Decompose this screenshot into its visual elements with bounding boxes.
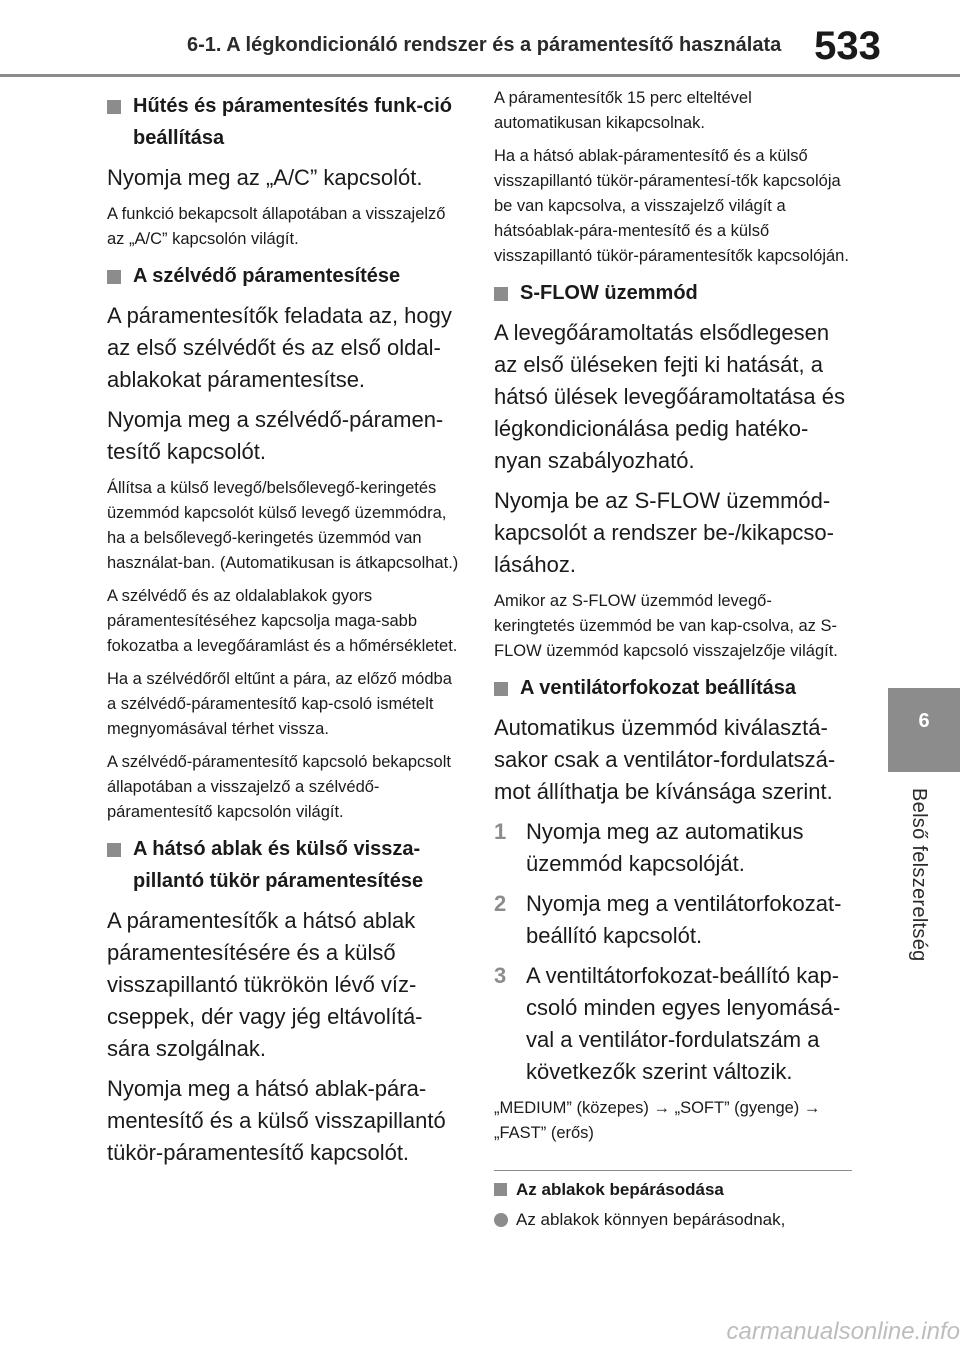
step-item <box>494 888 852 952</box>
body-text: A levegőáramoltatás elsődlegesen az első üléseken fejti ki hatását, a hátsó ülések levegőáramoltatása és légkondicionálása pedig hatéko-nyan szabályozható. <box>494 320 845 473</box>
chapter-tab-number: 6 <box>918 710 930 732</box>
square-bullet-icon <box>107 100 121 114</box>
note-text: A páramentesítők 15 perc elteltével automatikusan kikapcsolnak. <box>494 89 752 132</box>
fan-speed-sequence: „MEDIUM” (közepes) → „SOFT” (gyenge) → „FAST” (erős) <box>494 1099 821 1142</box>
page-number: 533 <box>814 24 881 68</box>
note-text: Ha a hátsó ablak-páramentesítő és a külső visszapillantó tükör-páramentesí-tők kapcsolója be van kapcsolva, a visszajelző világít a hátsóablak-pára-mentesítő és a külső visszapillantó tükör-páramentesítők kapcsolóján. <box>494 147 849 265</box>
left-column <box>107 86 459 1177</box>
note-text: A szélvédő és az oldalablakok gyors páramentesítéséhez kapcsolja maga-sabb fokozatba a levegőáramlást és a hőmérsékletet. <box>107 587 458 655</box>
body-text: Nyomja meg az „A/C” kapcsolót. <box>107 165 423 190</box>
step-item <box>494 816 852 880</box>
body-text: Automatikus üzemmód kiválasztá-sakor csak a ventilátor-fordulatszá-mot állíthatja be kívánsága szerint. <box>494 715 836 804</box>
section-heading <box>107 833 459 897</box>
step-number: 2 <box>494 891 507 916</box>
step-text: A ventiltátorfokozat-beállító kap-csoló minden egyes lenyomásá-val a ventilátor-fordulatszám a következők szerint változik. <box>526 963 841 1084</box>
step-item <box>494 960 852 1088</box>
section-heading-text: A szélvédő páramentesítése <box>133 265 401 287</box>
header-divider <box>0 74 960 77</box>
info-bullet-text: Az ablakok könnyen bepárásodnak, <box>516 1210 786 1229</box>
note-text: Amikor az S-FLOW üzemmód levegő-keringtetés üzemmód be van kap-csolva, az S-FLOW üzemmód kapcsoló visszajelzője világít. <box>494 592 838 660</box>
right-column <box>494 86 852 1233</box>
section-heading <box>494 277 852 309</box>
info-bullet <box>494 1207 852 1233</box>
body-text: A páramentesítők feladata az, hogy az első szélvédőt és az első oldal-ablakokat páramentesítse. <box>107 303 452 392</box>
note-text: Állítsa a külső levegő/belsőlevegő-keringetés üzemmód kapcsolót külső levegő üzemmódra, ha a belsőlevegő-keringetés üzemmód van használat-ban. (Automatikusan is átkapcsolhat.) <box>107 479 459 572</box>
section-heading-text: A ventilátorfokozat beállítása <box>520 677 796 699</box>
body-text: Nyomja meg a hátsó ablak-pára-mentesítő és a külső visszapillantó tükör-páramentesítő kapcsolót. <box>107 1076 446 1165</box>
round-bullet-icon <box>494 1213 508 1227</box>
chapter-tab-label: Belső felszereltség <box>908 788 930 962</box>
square-bullet-icon <box>107 843 121 857</box>
square-bullet-icon <box>494 287 508 301</box>
square-bullet-icon <box>494 682 508 696</box>
body-text: A páramentesítők a hátsó ablak páramentesítésére és a külső visszapillantó tükrökön lévő víz-cseppek, dér vagy jég eltávolítá-sára szolgálnak. <box>107 908 423 1061</box>
step-number: 3 <box>494 963 507 988</box>
info-divider <box>494 1170 852 1171</box>
info-heading-text: Az ablakok bepárásodása <box>516 1180 724 1199</box>
note-text: A funkció bekapcsolt állapotában a visszajelző az „A/C” kapcsolón világít. <box>107 205 446 248</box>
square-bullet-icon <box>494 1183 507 1196</box>
section-heading <box>107 90 459 154</box>
section-heading-text: S-FLOW üzemmód <box>520 282 698 304</box>
step-number: 1 <box>494 819 507 844</box>
body-text: Nyomja meg a szélvédő-páramen-tesítő kapcsolót. <box>107 407 444 464</box>
step-text: Nyomja meg a ventilátorfokozat-beállító kapcsolót. <box>526 891 842 948</box>
square-bullet-icon <box>107 270 121 284</box>
section-heading-text: A hátsó ablak és külső vissza-pillantó tükör páramentesítése <box>133 838 424 892</box>
section-heading <box>494 672 852 704</box>
info-heading <box>494 1177 852 1203</box>
watermark: carmanualsonline.info <box>726 1318 960 1345</box>
step-text: Nyomja meg az automatikus üzemmód kapcsolóját. <box>526 819 804 876</box>
note-text: Ha a szélvédőről eltűnt a pára, az előző módba a szélvédő-páramentesítő kap-csoló ismételt megnyomásával térhet vissza. <box>107 670 452 738</box>
chapter-title: 6-1. A légkondicionáló rendszer és a páramentesítő használata <box>187 34 782 56</box>
note-text: A szélvédő-páramentesítő kapcsoló bekapcsolt állapotában a visszajelző a szélvédő-páramentesítő kapcsolón világít. <box>107 753 451 821</box>
section-heading-text: Hűtés és páramentesítés funk-ció beállítása <box>133 95 452 149</box>
body-text: Nyomja be az S-FLOW üzemmód-kapcsolót a rendszer be-/kikapcso-lásához. <box>494 488 834 577</box>
section-heading <box>107 260 459 292</box>
